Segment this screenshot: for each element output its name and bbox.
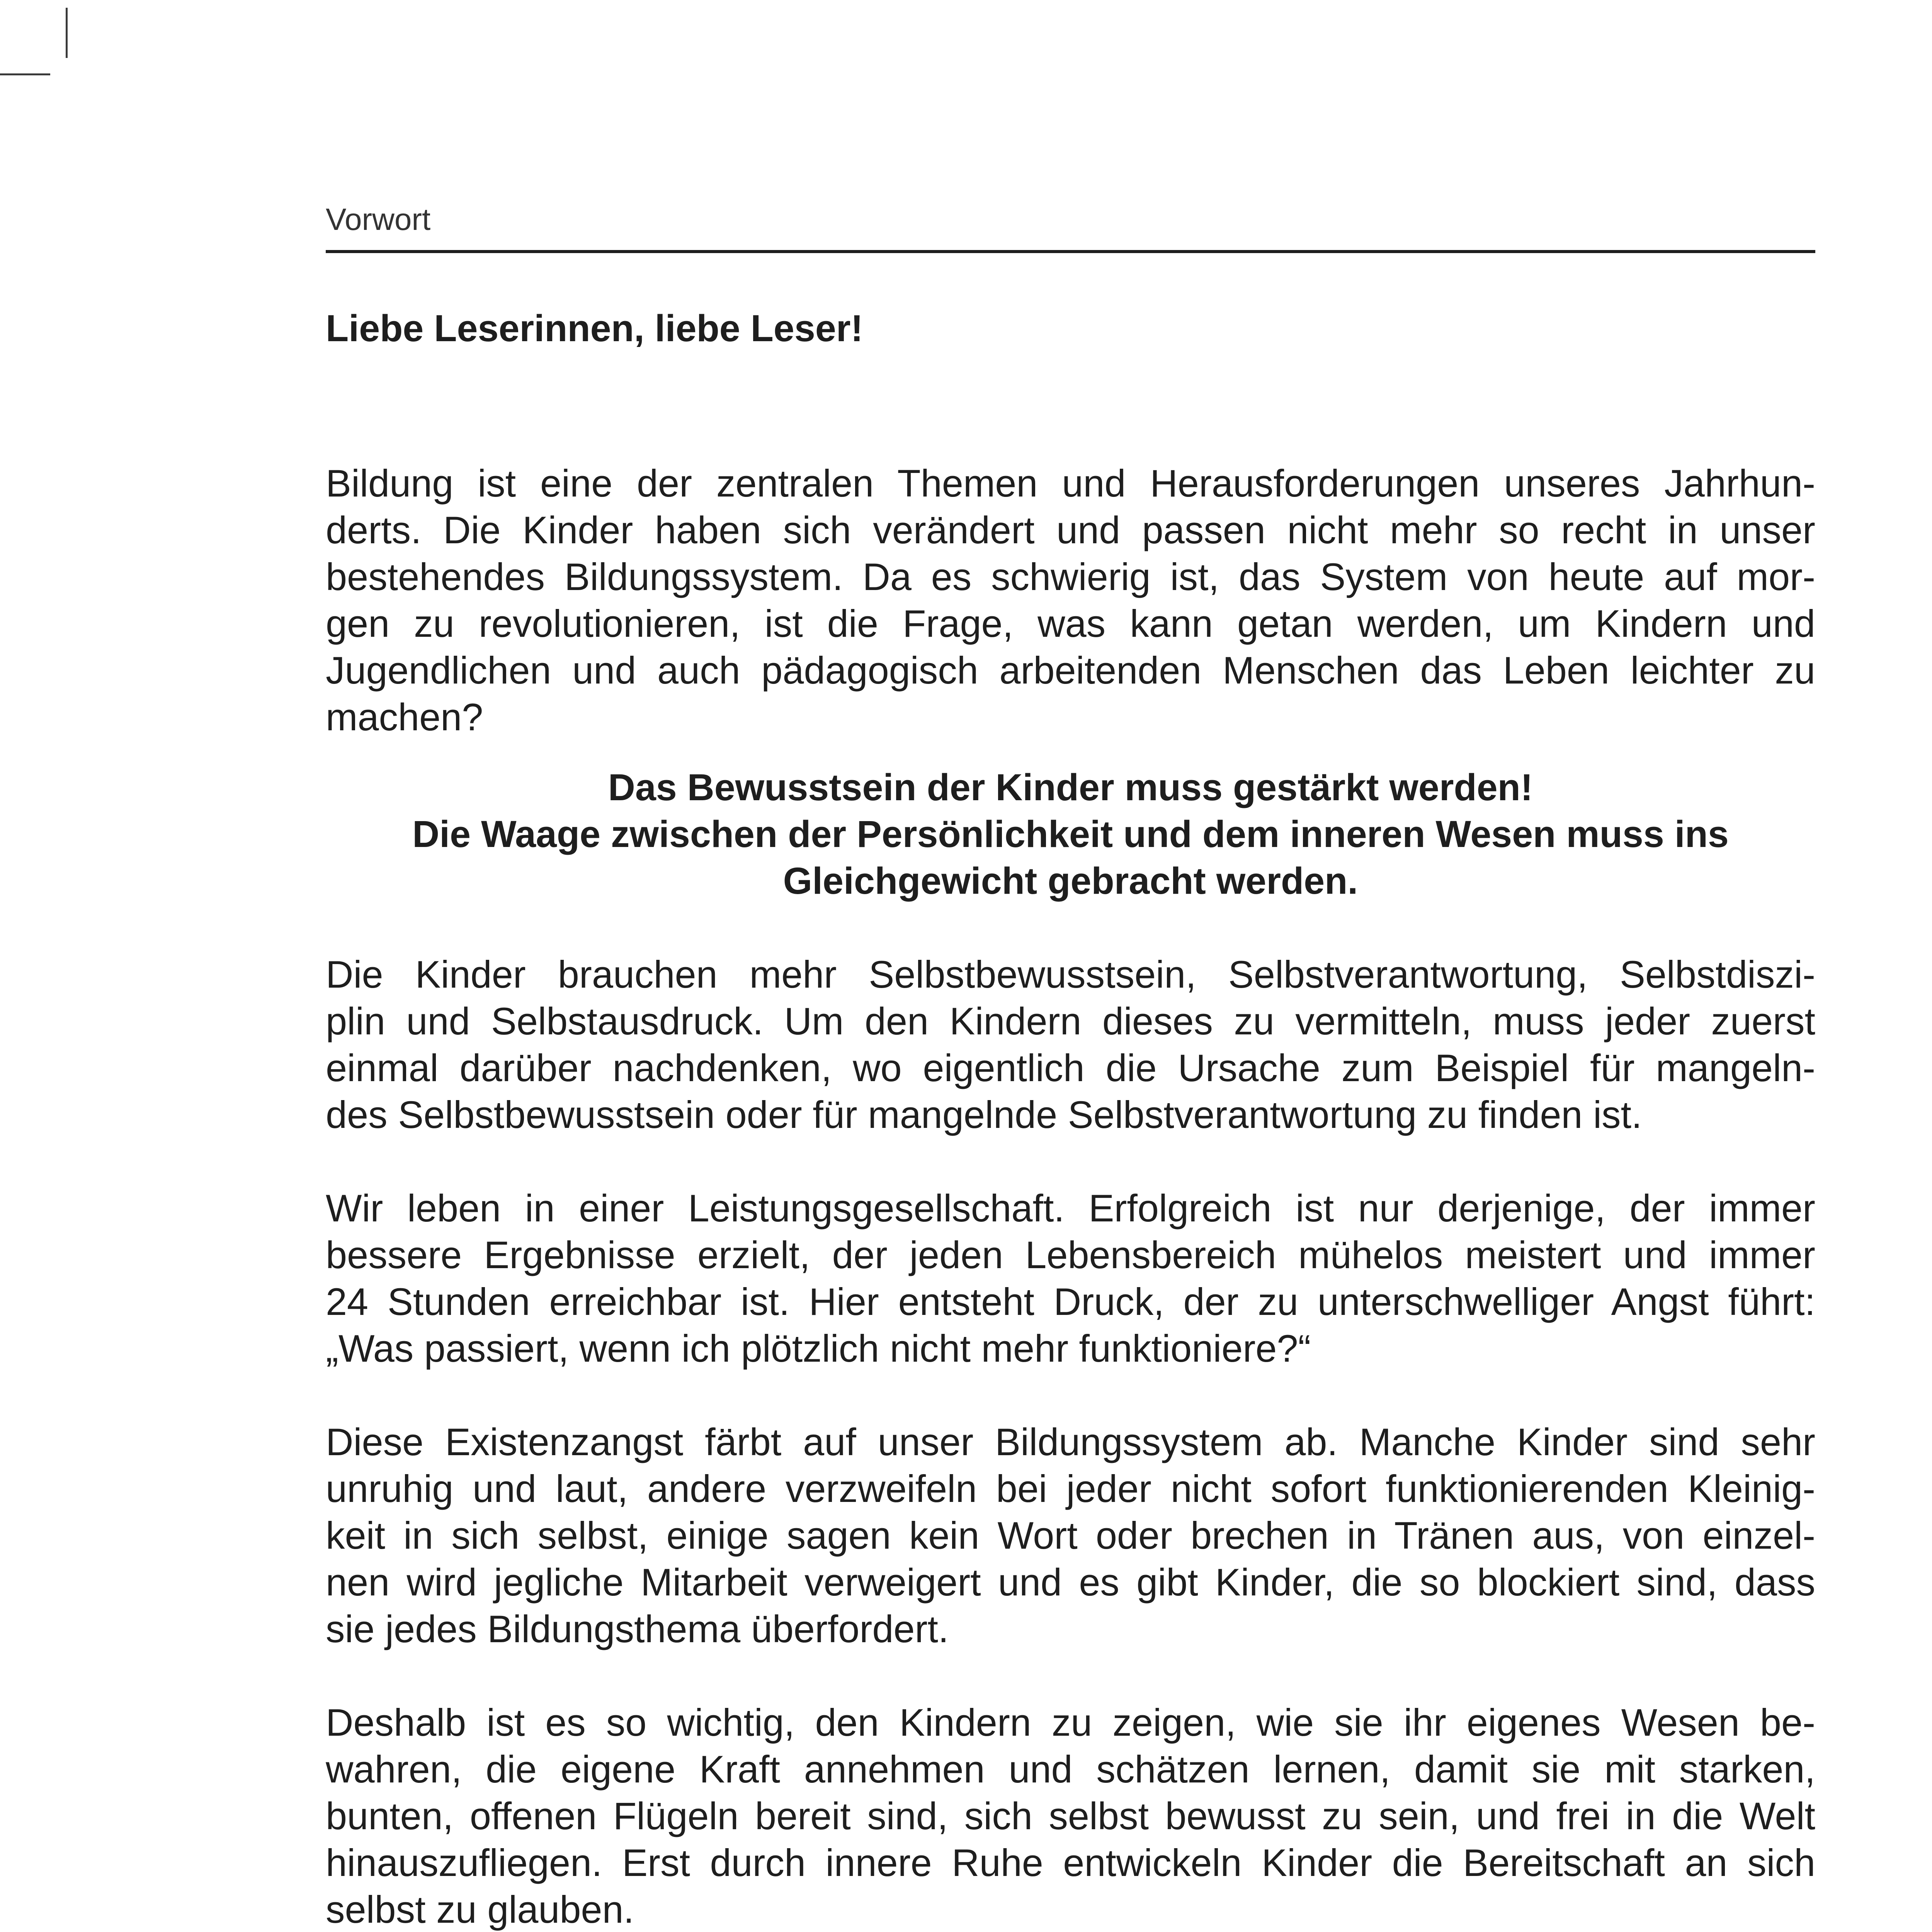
- paragraph-line: Bildung ist eine der zentralen Themen und Herausforderungen unseres Jahrhun-: [326, 462, 1815, 505]
- paragraph-line: Diese Existenzangst färbt auf unser Bildungssystem ab. Manche Kinder sind sehr: [326, 1420, 1815, 1463]
- paragraph-line: plin und Selbstausdruck. Um den Kindern dieses zu vermitteln, muss jeder zuerst: [326, 1000, 1815, 1043]
- emphasis-block: [326, 764, 1815, 904]
- paragraph-line: derts. Die Kinder haben sich verändert und passen nicht mehr so recht in unser: [326, 509, 1815, 551]
- paragraph-4: [326, 1418, 1815, 1652]
- paragraph-line: keit in sich selbst, einige sagen kein Wort oder brechen in Tränen aus, von einzel-: [326, 1514, 1815, 1557]
- paragraph-line: bessere Ergebnisse erzielt, der jeden Lebensbereich mühelos meistert und immer: [326, 1233, 1815, 1276]
- paragraph-line: des Selbstbewusstsein oder für mangelnde Selbstverantwortung zu finden ist.: [326, 1093, 1642, 1136]
- crop-mark-top-left-horizontal: [0, 73, 50, 75]
- paragraph-line: selbst zu glauben.: [326, 1888, 634, 1931]
- running-head: Vorwort: [326, 202, 431, 236]
- paragraph-line: gen zu revolutionieren, ist die Frage, was kann getan werden, um Kindern und: [326, 602, 1815, 645]
- paragraph-line: nen wird jegliche Mitarbeit verweigert und es gibt Kinder, die so blockiert sind, dass: [326, 1561, 1815, 1604]
- paragraph-line: sie jedes Bildungsthema überfordert.: [326, 1607, 949, 1650]
- paragraph-line: bestehendes Bildungssystem. Da es schwierig ist, das System von heute auf mor-: [326, 555, 1815, 598]
- paragraph-line: Wir leben in einer Leistungsgesellschaft. Erfolgreich ist nur derjenige, der immer: [326, 1187, 1815, 1230]
- paragraph-line: 24 Stunden erreichbar ist. Hier entsteht Druck, der zu unterschwelliger Angst führt:: [326, 1280, 1815, 1323]
- paragraph-line: bunten, offenen Flügeln bereit sind, sich selbst bewusst zu sein, und frei in die Welt: [326, 1794, 1815, 1837]
- paragraph-line: machen?: [326, 696, 483, 738]
- paragraph-5: [326, 1699, 1815, 1932]
- paragraph-line: einmal darüber nachdenken, wo eigentlich die Ursache zum Beispiel für mangeln-: [326, 1046, 1815, 1089]
- emphasis-line: Gleichgewicht gebracht werden.: [783, 860, 1358, 902]
- paragraph-2: [326, 951, 1815, 1138]
- paragraph-intro: [326, 460, 1815, 740]
- crop-mark-top-left-vertical: [66, 8, 68, 58]
- paragraph-line: unruhig und laut, andere verzweifeln bei jeder nicht sofort funktionierenden Kleinig-: [326, 1467, 1815, 1510]
- emphasis-line: Das Bewusstsein der Kinder muss gestärkt werden!: [608, 766, 1533, 808]
- page-body: [326, 305, 1815, 1932]
- header-rule: [326, 250, 1815, 253]
- paragraph-3: [326, 1185, 1815, 1372]
- paragraph-line: hinauszufliegen. Erst durch innere Ruhe entwickeln Kinder die Bereitschaft an sich: [326, 1841, 1815, 1884]
- paragraph-line: Deshalb ist es so wichtig, den Kindern zu zeigen, wie sie ihr eigenes Wesen be-: [326, 1701, 1815, 1744]
- emphasis-line: Die Waage zwischen der Persönlichkeit und dem inneren Wesen muss ins: [412, 813, 1729, 855]
- paragraph-line: wahren, die eigene Kraft annehmen und schätzen lernen, damit sie mit starken,: [326, 1748, 1815, 1791]
- salutation-heading: Liebe Leserinnen, liebe Leser!: [326, 307, 863, 349]
- paragraph-line: Die Kinder brauchen mehr Selbstbewusstsein, Selbstverantwortung, Selbstdiszi-: [326, 953, 1815, 996]
- paragraph-line: Jugendlichen und auch pädagogisch arbeitenden Menschen das Leben leichter zu: [326, 649, 1815, 692]
- paragraph-line: „Was passiert, wenn ich plötzlich nicht mehr funktioniere?“: [326, 1327, 1311, 1370]
